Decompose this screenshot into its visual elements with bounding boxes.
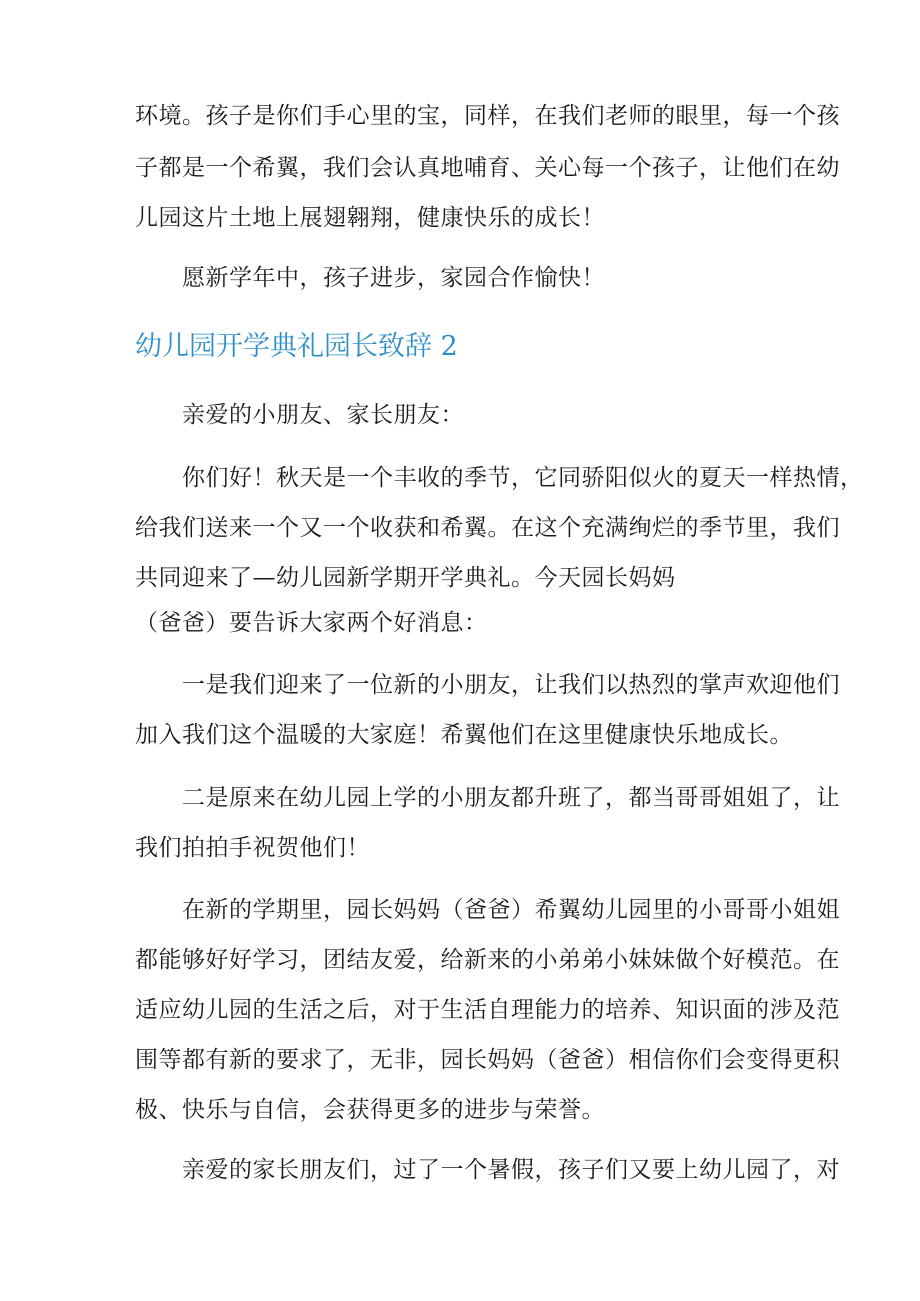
body-text-line: 围等都有新的要求了，无非，园长妈妈（爸爸）相信你们会变得更积 [135,1047,840,1073]
body-text-line: 你们好！秋天是一个丰收的季节，它同骄阳似火的夏天一样热情， [182,465,864,491]
body-text-line: 给我们送来一个又一个收获和希翼。在这个充满绚烂的季节里，我们 [135,515,840,541]
body-text-line: 二是原来在幼儿园上学的小朋友都升班了，都当哥哥姐姐了，让 [182,785,840,811]
body-text-line: 我们拍拍手祝贺他们！ [135,835,370,861]
body-text-line: 都能够好好学习，团结友爱，给新来的小弟弟小妹妹做个好模范。在 [135,947,840,973]
body-text-line: 共同迎来了—幼儿园新学期开学典礼。今天园长妈妈 [135,565,676,591]
body-text-line: 加入我们这个温暖的大家庭！希翼他们在这里健康快乐地成长。 [135,722,793,748]
body-text-line: 极、快乐与自信，会获得更多的进步与荣誉。 [135,1097,605,1123]
body-text-line: 一是我们迎来了一位新的小朋友，让我们以热烈的掌声欢迎他们 [182,672,840,698]
body-text-line: 在新的学期里，园长妈妈（爸爸）希翼幼儿园里的小哥哥小姐姐 [182,897,840,923]
wish-paragraph: 愿新学年中，孩子进步，家园合作愉快！ [182,265,605,291]
body-text-line: 儿园这片土地上展翅翱翔，健康快乐的成长！ [135,205,605,231]
body-text-line: 适应幼儿园的生活之后，对于生活自理能力的培养、知识面的涉及范 [135,997,840,1023]
section-heading: 幼儿园开学典礼园长致辞 2 [135,331,458,362]
body-text-line: 子都是一个希翼，我们会认真地哺育、关心每一个孩子，让他们在幼 [135,155,840,181]
body-text-line: 亲爱的家长朋友们，过了一个暑假，孩子们又要上幼儿园了，对 [182,1157,840,1183]
body-text-line: 环境。孩子是你们手心里的宝，同样，在我们老师的眼里，每一个孩 [135,103,840,129]
greeting-line: 亲爱的小朋友、家长朋友： [182,402,464,428]
body-text-line: （爸爸）要告诉大家两个好消息： [135,610,488,636]
